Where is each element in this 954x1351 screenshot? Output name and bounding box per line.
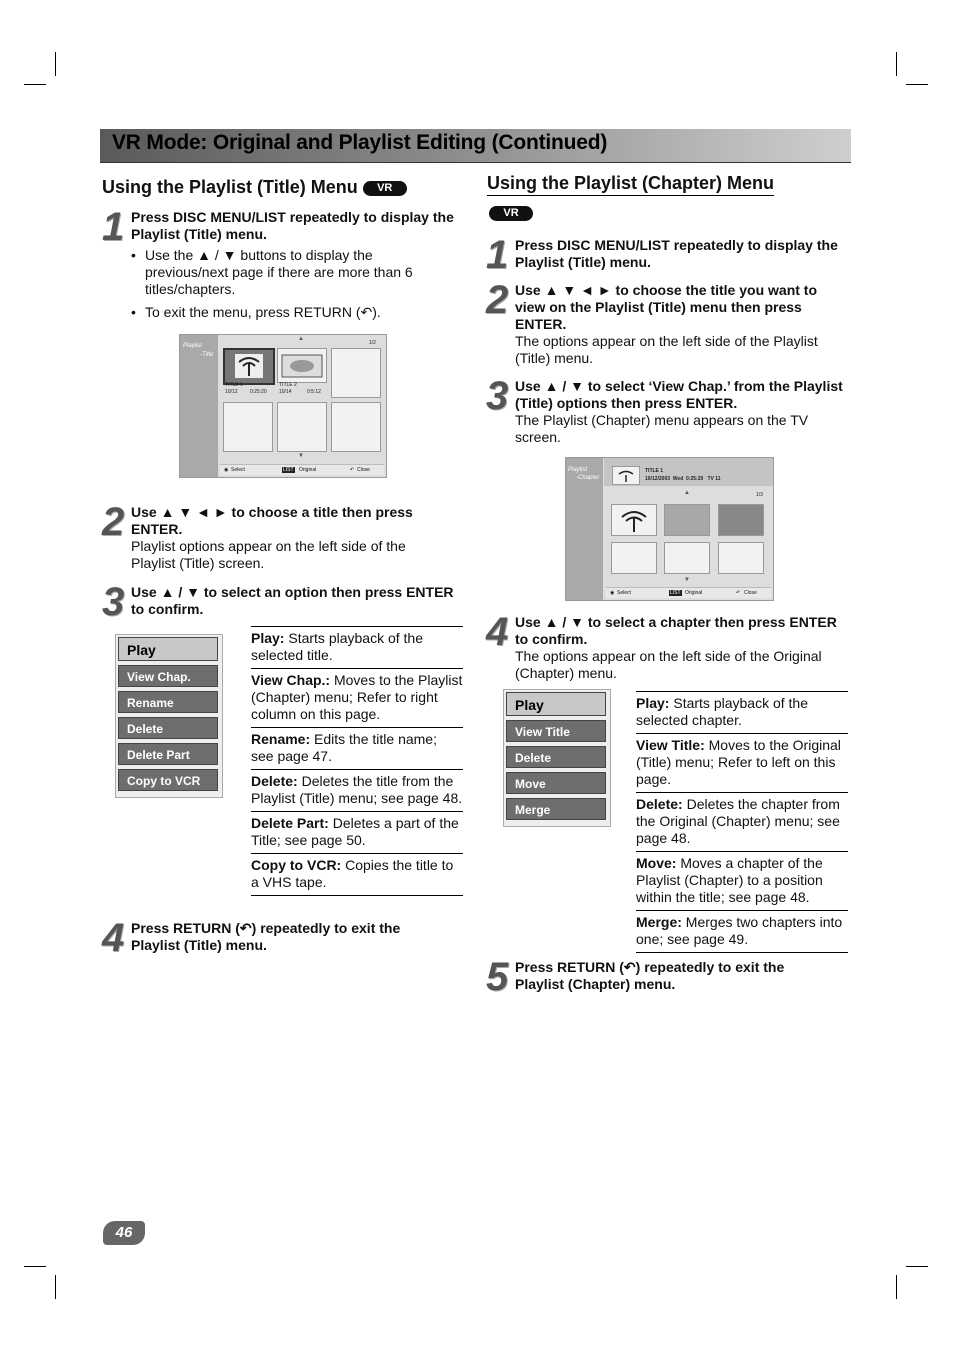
step-number: 4 [486, 610, 509, 654]
page-title: VR Mode: Original and Playlist Editing (Continued) [112, 131, 608, 154]
menu-item-copy-to-vcr[interactable]: Copy to VCR [118, 769, 218, 791]
left-section-heading [102, 177, 407, 199]
empty-thumbnail [331, 348, 381, 398]
left-heading-text: Using the Playlist (Title) Menu [102, 177, 358, 197]
list-key-icon: LIST [670, 590, 681, 596]
footer-close: Close [744, 590, 757, 596]
footer-original: Original [299, 467, 317, 473]
empty-thumbnail [664, 542, 710, 574]
option-description: Delete Part: Deletes a part of the Title; see page 50. [251, 811, 463, 853]
step-number: 4 [102, 916, 125, 960]
car-icon [278, 349, 326, 382]
crop-mark [55, 52, 56, 76]
step-number: 3 [102, 580, 125, 624]
crop-mark [896, 52, 897, 76]
up-arrow-icon: ▲ [298, 336, 304, 342]
option-description: View Title: Moves to the Original (Title) menu; Refer to left on this page. [636, 733, 848, 792]
option-description: Copy to VCR: Copies the title to a VHS tape. [251, 853, 463, 896]
page-title-bar [100, 129, 851, 163]
option-description: Move: Moves a chapter of the Playlist (Chapter) to a position within the title; see page 48. [636, 851, 848, 910]
footer-close: Close [357, 467, 370, 473]
bullet-text: • To exit the menu, press RETURN (↶). [131, 304, 461, 321]
title-time: 0:25:20 [250, 389, 267, 395]
crop-mark [24, 84, 46, 85]
playlist-chapter-options-menu [503, 689, 611, 827]
step-instruction: Use ▲ / ▼ to select ‘View Chap.’ from the Playlist (Title) options then press ENTER. [515, 378, 843, 411]
step-number: 2 [102, 500, 125, 544]
page-indicator: 1/3 [756, 492, 763, 498]
option-description: Merge: Merges two chapters into one; see page 49. [636, 910, 848, 953]
chapter-title: TITLE 1 [645, 468, 664, 474]
step-text: The options appear on the left side of the Playlist (Title) menu. [515, 333, 818, 366]
tree-icon [225, 350, 273, 383]
down-arrow-icon: ▼ [298, 453, 304, 459]
empty-thumbnail [223, 402, 273, 452]
step-instruction: Press DISC MENU/LIST repeatedly to display the Playlist (Title) menu. [515, 237, 838, 270]
step-instruction: Use ▲ / ▼ to select a chapter then press ENTER to confirm. [515, 614, 837, 647]
title-date: 10/14 [279, 389, 292, 395]
down-arrow-icon: ▼ [684, 577, 690, 583]
step-instruction: Use ▲ ▼ ◄ ► to choose a title then press ENTER. [131, 504, 413, 537]
chapter-thumbnail[interactable] [664, 504, 710, 536]
footer-original: Original [685, 590, 703, 596]
list-key-icon: LIST [283, 467, 294, 473]
select-icon: ◉ [224, 467, 229, 473]
select-icon: ◉ [610, 590, 615, 596]
step-number: 1 [102, 205, 125, 249]
title-thumbnail[interactable] [223, 348, 275, 385]
step-instruction: Press DISC MENU/LIST repeatedly to display the Playlist (Title) menu. [131, 209, 454, 242]
menu-item-merge[interactable]: Merge [506, 798, 606, 820]
crop-mark [906, 1266, 928, 1267]
tree-icon [613, 467, 639, 484]
step-number: 3 [486, 374, 509, 418]
chapter-thumbnail[interactable] [611, 504, 657, 536]
up-arrow-icon: ▲ [684, 490, 690, 496]
screen-footer [606, 587, 771, 598]
option-description: Delete: Deletes the title from the Playlist (Title) menu; see page 48. [251, 769, 463, 811]
step-text: The Playlist (Chapter) menu appears on the TV screen. [515, 412, 809, 445]
vr-badge: VR [363, 181, 407, 196]
playlist-chapter-screen [565, 457, 774, 601]
option-description: Play: Starts playback of the selected title. [251, 626, 463, 668]
step-instruction: Press RETURN (↶) repeatedly to exit the Playlist (Chapter) menu. [515, 959, 785, 992]
screen-footer [220, 464, 384, 475]
step-text: The options appear on the left side of the Original (Chapter) menu. [515, 648, 822, 681]
step-instruction: Press RETURN (↶) repeatedly to exit the Playlist (Title) menu. [131, 920, 401, 953]
playlist-title-screen [179, 334, 387, 478]
page-indicator: 1/2 [369, 340, 376, 346]
return-icon: ↶ [350, 467, 355, 473]
left-option-descriptions [251, 626, 463, 896]
footer-select: Select [231, 467, 245, 473]
bullet-text: • Use the ▲ / ▼ buttons to display the previous/next page if there are more than 6 titles/chapters. [131, 247, 415, 298]
menu-item-view-chap[interactable]: View Chap. [118, 665, 218, 687]
option-description: View Chap.: Moves to the Playlist (Chapter) menu; Refer to right column on this page. [251, 668, 463, 727]
playlist-title-options-menu [115, 634, 223, 798]
title-thumbnail-small [612, 466, 640, 485]
menu-item-move[interactable]: Move [506, 772, 606, 794]
step-number: 5 [486, 955, 509, 999]
option-description: Play: Starts playback of the selected chapter. [636, 691, 848, 733]
chapter-thumbnail[interactable] [718, 504, 764, 536]
title-name: TITLE 1 [225, 382, 243, 388]
title-thumbnail[interactable] [277, 348, 327, 383]
right-section-heading: Using the Playlist (Chapter) Menu [487, 173, 774, 196]
empty-thumbnail [611, 542, 657, 574]
vr-badge: VR [489, 206, 533, 221]
empty-thumbnail [718, 542, 764, 574]
title-time: 0:5:12 [307, 389, 321, 395]
empty-thumbnail [331, 402, 381, 452]
option-description: Delete: Deletes the chapter from the Original (Chapter) menu; see page 48. [636, 792, 848, 851]
menu-item-view-title[interactable]: View Title [506, 720, 606, 742]
screen-label: -Chapter [576, 475, 600, 481]
step-instruction: Use ▲ ▼ ◄ ► to choose the title you want to view on the Playlist (Title) menu then press ENTER. [515, 282, 818, 332]
screen-label: Playlist [183, 343, 203, 349]
footer-select: Select [617, 590, 631, 596]
return-icon: ↶ [736, 590, 741, 596]
step-number: 1 [486, 233, 509, 277]
menu-item-play[interactable]: Play [118, 637, 218, 661]
crop-mark [24, 1266, 46, 1267]
title-name: TITLE 2 [279, 382, 297, 388]
step-instruction: Use ▲ / ▼ to select an option then press ENTER to confirm. [131, 584, 454, 617]
empty-thumbnail [277, 402, 327, 452]
menu-item-delete[interactable]: Delete [506, 746, 606, 768]
crop-mark [55, 1275, 56, 1299]
option-description: Rename: Edits the title name; see page 47. [251, 727, 463, 769]
screen-label: Playlist [568, 467, 588, 473]
step-number: 2 [486, 278, 509, 322]
menu-item-play[interactable]: Play [506, 692, 606, 716]
menu-item-delete[interactable]: Delete [118, 717, 218, 739]
tree-icon [612, 505, 656, 535]
chapter-info: 10/12/2003 Wed 0:25:20 TV 11 [645, 476, 721, 482]
menu-item-rename[interactable]: Rename [118, 691, 218, 713]
crop-mark [906, 84, 928, 85]
screen-label: -Title [200, 352, 214, 358]
menu-item-delete-part[interactable]: Delete Part [118, 743, 218, 765]
crop-mark [896, 1275, 897, 1299]
title-date: 10/12 [225, 389, 238, 395]
page-number: 46 [103, 1221, 145, 1245]
step-text: Playlist options appear on the left side of the Playlist (Title) screen. [131, 538, 406, 571]
right-option-descriptions [636, 691, 848, 953]
